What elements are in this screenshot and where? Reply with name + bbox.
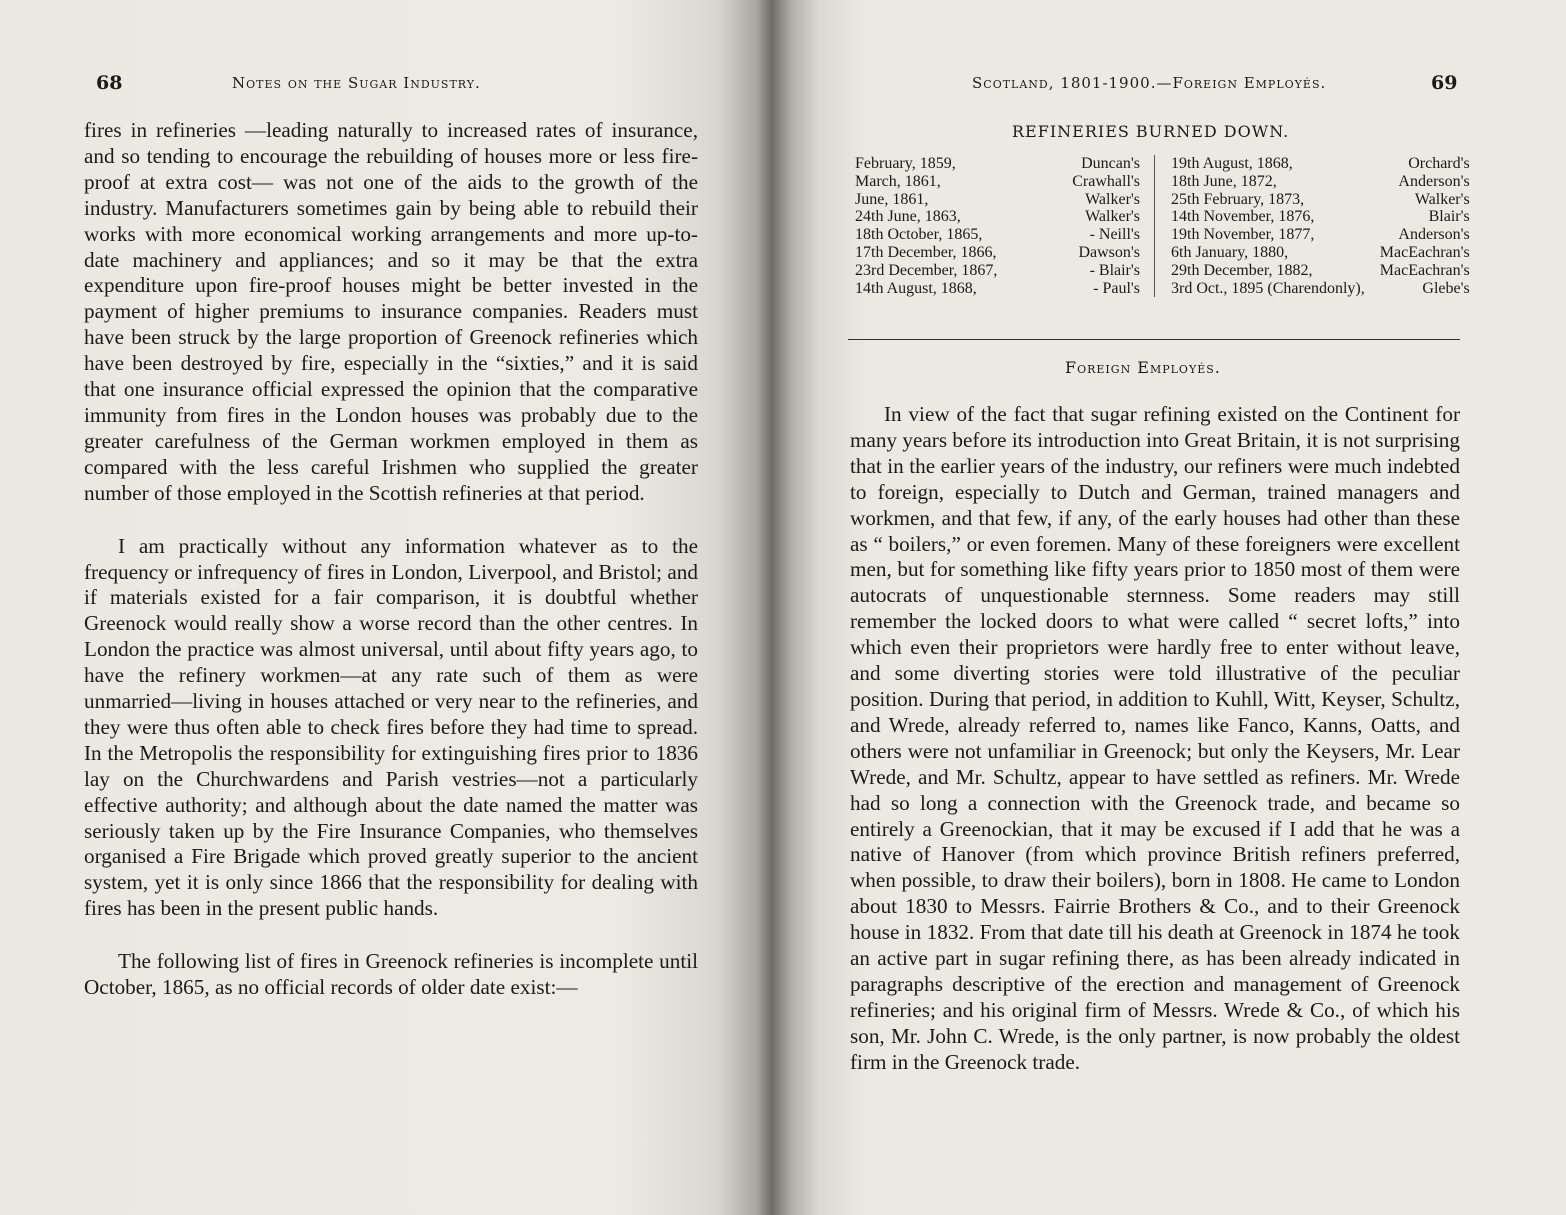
refinery-name: Orchard's (1408, 155, 1470, 172)
table-row (855, 280, 1470, 298)
column-separator (1155, 191, 1172, 209)
fire-date: March, 1861, (855, 172, 941, 190)
table-row (855, 173, 1470, 191)
paragraph: fires in refineries —leading naturally to increased rates of insurance, and so tending to encourage the rebuilding of houses more or less fire-proof at extra cost— was not one of the aids to the growth of the industry. Manufacturers sometimes gain by being able to rebuild their works with more economical working arrangements and more up-to-date machinery and appliances; and so it may be that the extra expenditure upon fire-proof houses might be better invested in the payment of higher premiums to insurance companies. Readers must have been struck by the large proportion of Greenock refineries which have been destroyed by fire, especially in the “sixties,” and it is said that one insurance official expressed the opinion that the comparative immunity from fires in the London houses was probably due to the greater carefulness of the German workmen employed in them as compared with the less careful Irishmen who supplied the greater number of those employed in the Scottish refineries at that period. (84, 118, 698, 505)
table-row (855, 155, 1470, 173)
fire-date: February, 1859, (855, 155, 956, 172)
left-page (0, 0, 772, 1215)
fire-date: 19th August, 1868, (1171, 155, 1293, 172)
fire-date: 23rd December, 1867, (855, 261, 998, 279)
column-separator (1155, 208, 1172, 226)
fire-date: 6th January, 1880, (1171, 243, 1289, 261)
refinery-name: - Paul's (1093, 279, 1140, 297)
column-separator (1155, 244, 1172, 262)
refinery-name: - Blair's (1089, 261, 1140, 279)
table-row (855, 208, 1470, 226)
running-head: Notes on the Sugar Industry. (232, 74, 481, 92)
refinery-name: Anderson's (1398, 172, 1470, 190)
left-body (84, 118, 698, 1001)
table-row (855, 244, 1470, 262)
refinery-name: Glebe's (1422, 279, 1470, 297)
fire-date: 17th December, 1866, (855, 243, 997, 261)
column-separator (1155, 280, 1172, 298)
page-number: 69 (1431, 72, 1458, 94)
refinery-name: Walker's (1085, 190, 1140, 208)
table-title: REFINERIES BURNED DOWN. (1012, 122, 1290, 141)
page-number: 68 (96, 72, 123, 94)
column-separator (1155, 155, 1172, 173)
refinery-name: MacEachran's (1379, 261, 1470, 279)
fire-date: 25th February, 1873, (1171, 190, 1305, 208)
right-page (772, 0, 1566, 1215)
table-row (855, 191, 1470, 209)
fire-date: 18th June, 1872, (1171, 172, 1277, 190)
running-head: Scotland, 1801-1900.—Foreign Employés. (972, 74, 1327, 92)
fire-date: 29th December, 1882, (1171, 261, 1313, 279)
paragraph: I am practically without any information whatever as to the frequency or infrequency of fires in London, Liverpool, and Bristol; and if materials existed for a fair comparison, it is doubtful whether Greenock would really show a worse record than the other centres. In London the practice was almost universal, until about fifty years ago, to have the refinery workmen—at any rate such of them as were unmarried—living in houses attached or very near to the refineries, and they were thus often able to check fires before they had time to spread. In the Metropolis the responsibility for extinguishing fires prior to 1836 lay on the Churchwardens and Parish vestries—not a particularly effective authority; and although about the date named the matter was seriously taken up by the Fire Insurance Companies, who themselves organised a Fire Brigade which proved greatly superior to the ancient system, yet it is only since 1866 that the responsibility for dealing with fires has been in the present public hands. (84, 533, 698, 921)
refinery-name: Walker's (1414, 190, 1470, 208)
refinery-name: Anderson's (1398, 226, 1470, 244)
fire-date: 14th November, 1876, (1171, 208, 1315, 226)
refinery-name: MacEachran's (1379, 243, 1470, 261)
refinery-name: Dawson's (1078, 243, 1140, 261)
table-row (855, 226, 1470, 244)
fire-date: 3rd Oct., 1895 (Charendonly), (1171, 279, 1365, 297)
right-body (850, 402, 1460, 1076)
refinery-name: Blair's (1428, 208, 1470, 226)
refineries-burned-table (855, 155, 1470, 297)
fire-date: 18th October, 1865, (855, 226, 983, 244)
section-title: Foreign Employés. (1065, 358, 1221, 377)
column-separator (1155, 262, 1172, 280)
fire-date: June, 1861, (855, 190, 929, 208)
refinery-name: Duncan's (1081, 155, 1140, 172)
refinery-name: Crawhall's (1072, 172, 1140, 190)
column-separator (1155, 226, 1172, 244)
paragraph: In view of the fact that sugar refining existed on the Continent for many years before its introduction into Great Britain, it is not surprising that in the earlier years of the industry, our refiners were much indebted to foreign, especially to Dutch and German, trained managers and workmen, and that few, if any, of the early houses had other than these as “ boilers,” or even foremen. Many of these foreigners were excellent men, but for something like fifty years prior to 1850 most of them were autocrats of unquestionable sternness. Some readers may still remember the locked doors to what were called “ secret lofts,” into which even their proprietors were hardly free to enter without leave, and some diverting stories were told illustrative of the peculiar position. During that period, in addition to Kuhll, Witt, Keyser, Schultz, and Wrede, already referred to, names like Fanco, Kanns, Oatts, and others were not unfamiliar in Greenock; but only the Keysers, Mr. Lear Wrede, and Mr. Schultz, appear to have settled as refiners. Mr. Wrede had so long a connection with the Greenock trade, and became so entirely a Greenockian, that it may be excused if I add that he was a native of Hanover (from which province British refiners preferred, when possible, to draw their boilers), born in 1808. He came to London about 1830 to Messrs. Fairrie Brothers & Co., and to their Greenock house in 1832. From that date till his death at Greenock in 1874 he took an active part in sugar refining there, as has been already indicated in paragraphs descriptive of the erection and management of Greenock refineries; and his original firm of Messrs. Wrede & Co., of which his son, Mr. John C. Wrede, is the only partner, is now probably the oldest firm in the Greenock trade. (850, 402, 1460, 1074)
paragraph: The following list of fires in Greenock refineries is incomplete until October, 1865, as no official records of older date exist:— (84, 949, 698, 1000)
refinery-name: - Neill's (1089, 226, 1140, 244)
fire-date: 14th August, 1868, (855, 279, 977, 297)
table-row (855, 262, 1470, 280)
fire-date: 24th June, 1863, (855, 208, 961, 226)
column-separator (1155, 173, 1172, 191)
refinery-name: Walker's (1085, 208, 1140, 226)
fire-date: 19th November, 1877, (1171, 226, 1315, 244)
divider (848, 339, 1460, 340)
